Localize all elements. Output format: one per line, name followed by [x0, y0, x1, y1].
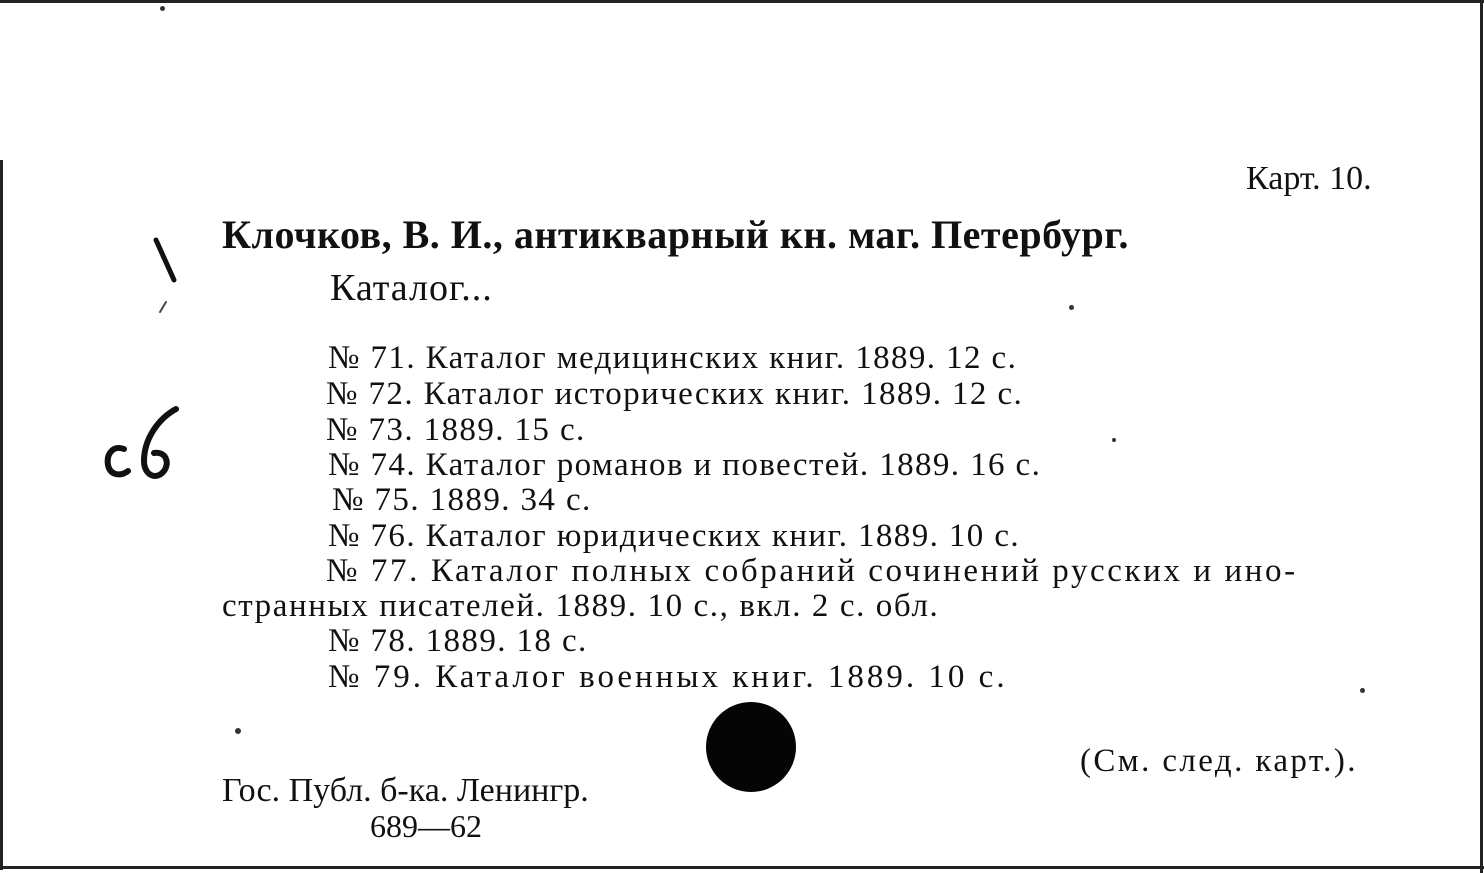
ink-speck — [1360, 688, 1365, 693]
ink-speck — [1069, 305, 1074, 310]
shelf-code: 689—62 — [370, 808, 482, 844]
see-next-card-note: (См. след. карт.). — [1080, 743, 1358, 779]
catalog-entry: № 72. Каталог исторических книг. 1889. 12 с. — [326, 376, 1024, 412]
library-stamp: Гос. Публ. б-ка. Ленингр. — [222, 772, 589, 809]
card-number: Карт. 10. — [1246, 160, 1372, 197]
catalog-entry: № 79. Каталог военных книг. 1889. 10 с. — [328, 659, 1008, 695]
author-heading: Клочков, В. И., антикварный кн. маг. Петербург. — [222, 212, 1129, 257]
ink-speck — [1112, 438, 1116, 442]
catalog-entry: № 76. Каталог юридических книг. 1889. 10 с. — [328, 518, 1021, 554]
catalog-entry: № 74. Каталог романов и повестей. 1889. 16 с. — [328, 447, 1042, 483]
catalog-entry: № 77. Каталог полных собраний сочинений русских и ино- — [326, 553, 1298, 589]
catalog-entry: № 78. 1889. 18 с. — [328, 623, 588, 659]
card-edge-left — [0, 160, 3, 870]
ink-speck — [160, 6, 165, 11]
handwritten-note-sb — [100, 405, 190, 485]
card-edge-right — [1480, 0, 1483, 873]
catalog-subtitle: Каталог... — [330, 267, 493, 309]
punch-hole — [706, 702, 796, 792]
card-edge-bottom — [0, 866, 1484, 869]
catalog-entry: № 71. Каталог медицинских книг. 1889. 12 с. — [328, 340, 1018, 376]
ink-speck — [235, 728, 241, 734]
catalog-entry: № 73. 1889. 15 с. — [326, 412, 586, 448]
catalog-entry: № 75. 1889. 34 с. — [332, 482, 592, 518]
catalog-entry-continuation: странных писателей. 1889. 10 с., вкл. 2 с. обл. — [222, 588, 940, 624]
pencil-tick-mark — [148, 236, 188, 316]
card-edge-top — [0, 0, 1484, 3]
